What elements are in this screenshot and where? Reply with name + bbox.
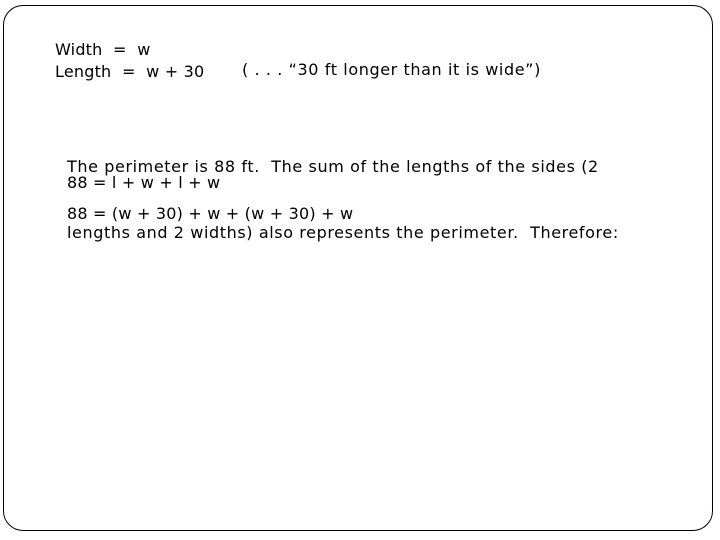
paragraph-line-2: lengths and 2 widths) also represents the perimeter. Therefore:	[67, 223, 619, 242]
length-definition: Length = w + 30	[55, 62, 205, 81]
paragraph-line-1: The perimeter is 88 ft. The sum of the lengths of the sides (2	[67, 157, 599, 176]
slide-frame	[3, 5, 713, 531]
length-note: ( . . . “30 ft longer than it is wide”)	[242, 60, 541, 79]
equation-1: 88 = l + w + l + w	[67, 173, 221, 192]
width-definition: Width = w	[55, 40, 151, 59]
equation-2: 88 = (w + 30) + w + (w + 30) + w	[67, 204, 354, 223]
